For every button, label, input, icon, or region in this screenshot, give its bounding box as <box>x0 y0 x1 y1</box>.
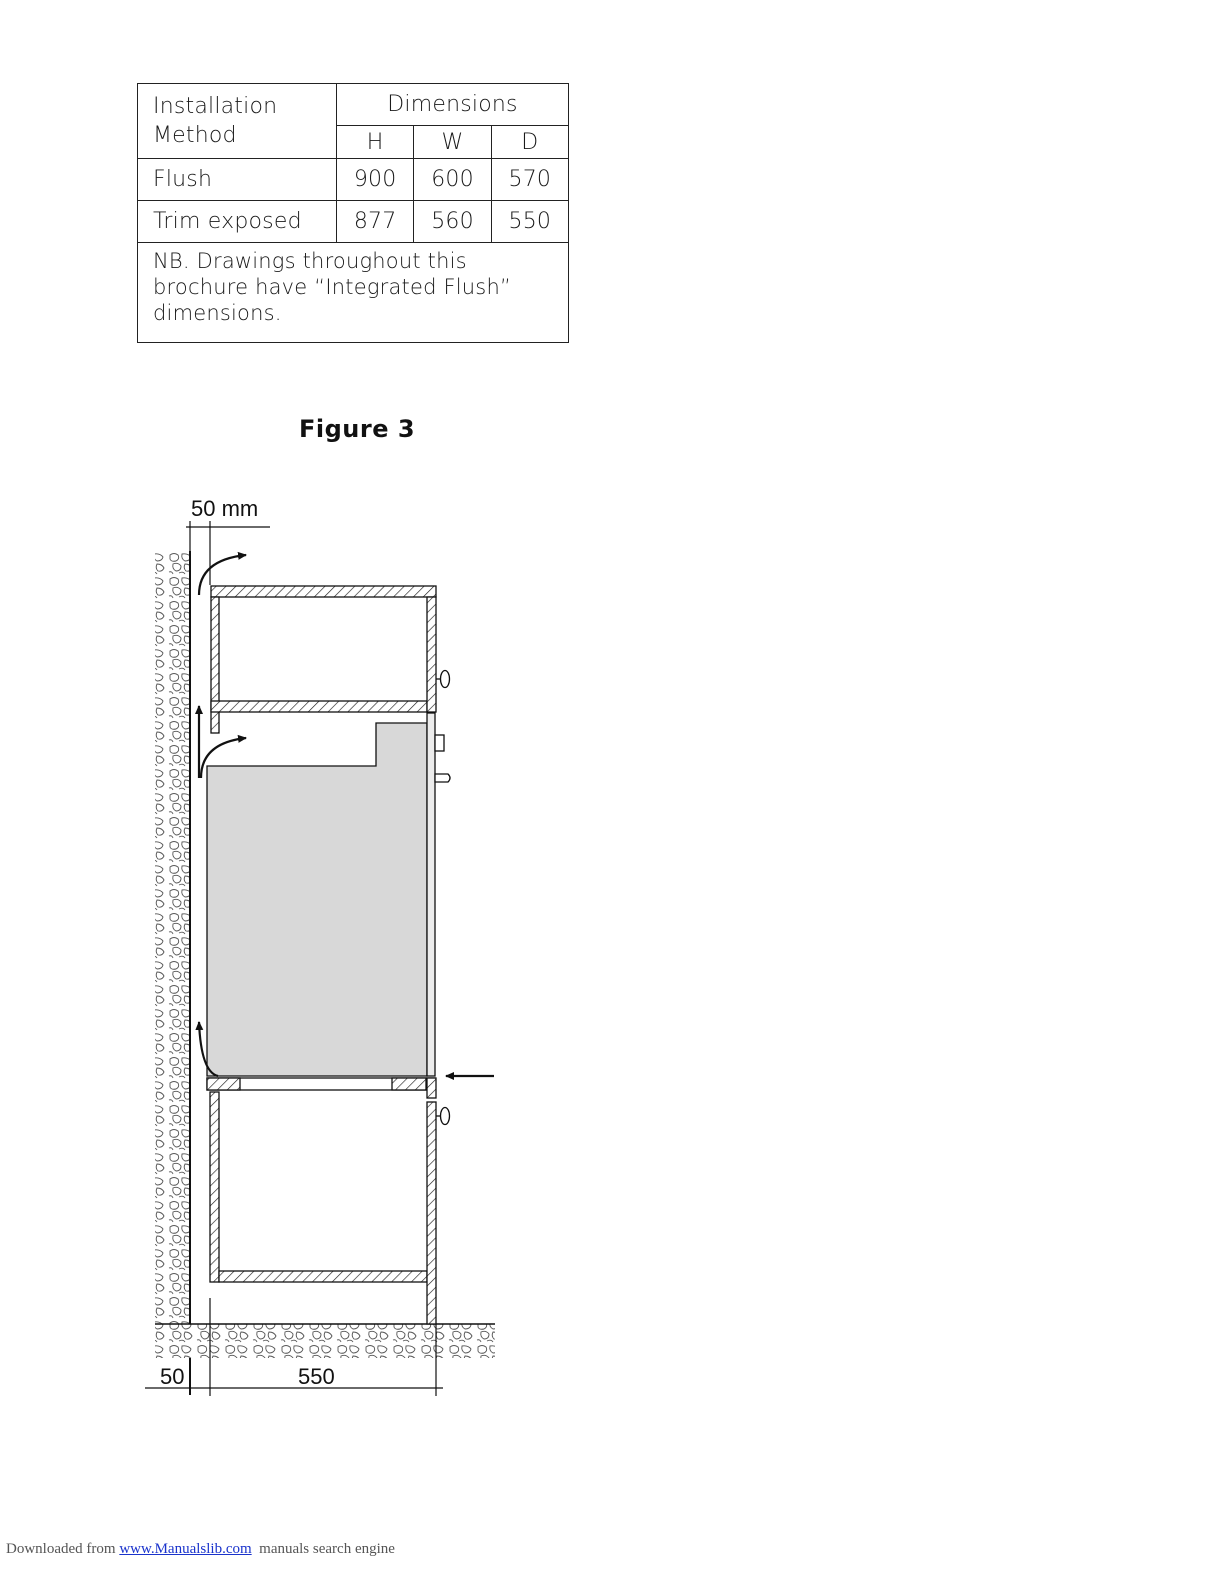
manualslib-link[interactable]: www.Manualslib.com <box>119 1541 252 1557</box>
oven-door-handle <box>435 774 450 782</box>
wall <box>155 551 190 1326</box>
width-header: W <box>414 126 491 159</box>
lower-cabinet <box>210 1078 436 1324</box>
upper-cabinet <box>211 586 436 733</box>
method-cell: Flush <box>138 159 337 201</box>
oven-support-shelf <box>207 1078 435 1090</box>
depth-cell: 570 <box>491 159 568 201</box>
depth-dimension-label: 550 <box>298 1364 335 1389</box>
depth-header: D <box>491 126 568 159</box>
width-cell: 560 <box>414 201 491 243</box>
height-cell: 877 <box>337 201 414 243</box>
oven-body <box>207 723 427 1076</box>
depth-cell: 550 <box>491 201 568 243</box>
height-cell: 900 <box>337 159 414 201</box>
upper-door-knob <box>436 671 450 688</box>
installation-method-header: Installation Method <box>138 84 337 159</box>
lower-door-knob <box>436 1108 450 1125</box>
gap-dimension-label: 50 mm <box>191 496 259 521</box>
figure-title: Figure 3 <box>299 415 416 443</box>
table-note: NB. Drawings throughout this brochure have “Integrated Flush” dimensions. <box>138 243 569 343</box>
oven-control-knob <box>435 735 444 751</box>
oven-front-panel <box>427 713 435 1076</box>
width-cell: 600 <box>414 159 491 201</box>
footer: Downloaded from www.Manualslib.com manuals search engine <box>6 1541 395 1557</box>
floor <box>155 1324 495 1358</box>
method-cell: Trim exposed <box>138 201 337 243</box>
height-header: H <box>337 126 414 159</box>
wall-gap-label: 50 <box>160 1364 185 1389</box>
dimensions-header: Dimensions <box>337 84 569 126</box>
